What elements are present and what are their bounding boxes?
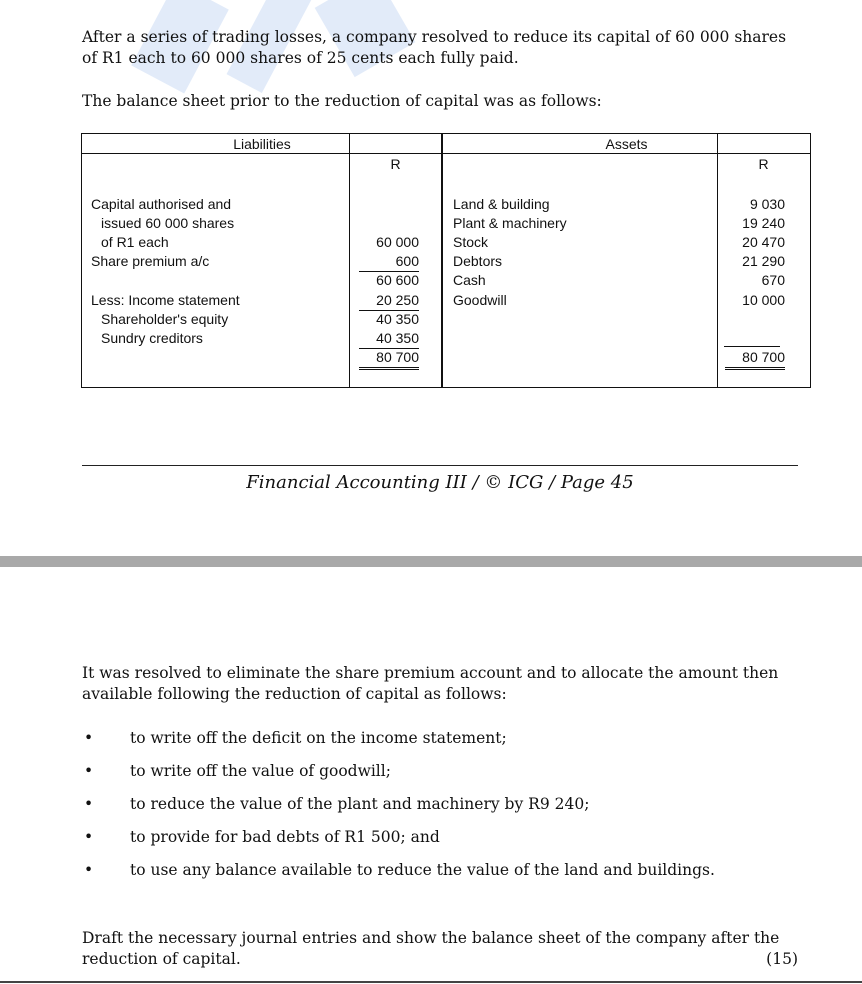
asset-amount: 19 240 (742, 215, 785, 231)
bullet: • (84, 729, 94, 747)
liability-amount: 600 (359, 252, 419, 272)
list-item (82, 827, 782, 848)
liability-amount: 20 250 (359, 291, 419, 311)
subtotal-rule (724, 346, 780, 347)
balance-sheet-intro: The balance sheet prior to the reduction of capital was as follows: (82, 92, 602, 110)
liability-amount: 40 350 (376, 311, 419, 327)
asset-amount: 10 000 (742, 292, 785, 308)
asset-label: Plant & machinery (453, 215, 567, 231)
instruction-text: Draft the necessary journal entries and show the balance sheet of the company after the reduction of capital. (82, 929, 780, 968)
list-item (82, 761, 782, 782)
list-item (82, 794, 782, 815)
liabilities-header: Liabilities (233, 136, 291, 152)
asset-amount: 670 (761, 272, 785, 288)
allocation-list (82, 728, 782, 893)
list-item (82, 860, 782, 881)
liability-label: Less: Income statement (91, 292, 240, 308)
currency-label: R (758, 156, 769, 172)
column-divider (441, 134, 443, 387)
asset-label: Debtors (453, 253, 503, 269)
bullet: • (84, 795, 94, 813)
asset-amount: 20 470 (742, 234, 785, 250)
asset-amount: 21 290 (742, 253, 785, 269)
bullet: • (84, 828, 94, 846)
page-break (0, 556, 862, 567)
resolution-paragraph: It was resolved to eliminate the share premium account and to allocate the amount then available following the reduction of capital as follows: (82, 664, 779, 703)
liability-amount: 60 600 (376, 272, 419, 288)
marks: (15) (766, 950, 798, 968)
intro-paragraph: After a series of trading losses, a company resolved to reduce its capital of 60 000 shares of R1 each to 60 000 shares of 25 cents each fully paid. (82, 28, 787, 67)
instruction-paragraph (82, 928, 798, 970)
page-footer: Financial Accounting III / © ICG / Page 45 (246, 472, 634, 493)
footer-rule (82, 465, 798, 466)
bottom-rule (0, 981, 862, 983)
list-item-text: to provide for bad debts of R1 500; and (130, 828, 440, 846)
asset-total: 80 700 (725, 348, 785, 370)
list-item-text: to write off the value of goodwill; (130, 762, 391, 780)
liability-label: Shareholder's equity (101, 311, 229, 327)
liability-label: of R1 each (101, 234, 169, 250)
liability-label: Capital authorised and (91, 196, 232, 212)
liability-total: 80 700 (359, 348, 419, 370)
liability-label: Share premium a/c (91, 253, 210, 269)
bullet: • (84, 762, 94, 780)
liability-amount: 40 350 (359, 329, 419, 349)
bullet: • (84, 861, 94, 879)
liability-label: issued 60 000 shares (101, 215, 235, 231)
list-item-text: to write off the deficit on the income statement; (130, 729, 507, 747)
balance-sheet-table (81, 133, 811, 388)
assets-header: Assets (605, 136, 648, 152)
list-item (82, 728, 782, 749)
asset-label: Stock (453, 234, 489, 250)
list-item-text: to reduce the value of the plant and machinery by R9 240; (130, 795, 590, 813)
asset-amount: 9 030 (749, 196, 785, 212)
currency-label: R (390, 156, 401, 172)
liability-amount: 60 000 (376, 234, 419, 250)
liability-label: Sundry creditors (101, 330, 203, 346)
list-item-text: to use any balance available to reduce the value of the land and buildings. (130, 861, 715, 879)
asset-label: Goodwill (453, 292, 507, 308)
asset-label: Cash (453, 272, 486, 288)
header-divider (82, 153, 810, 154)
asset-label: Land & building (453, 196, 550, 212)
